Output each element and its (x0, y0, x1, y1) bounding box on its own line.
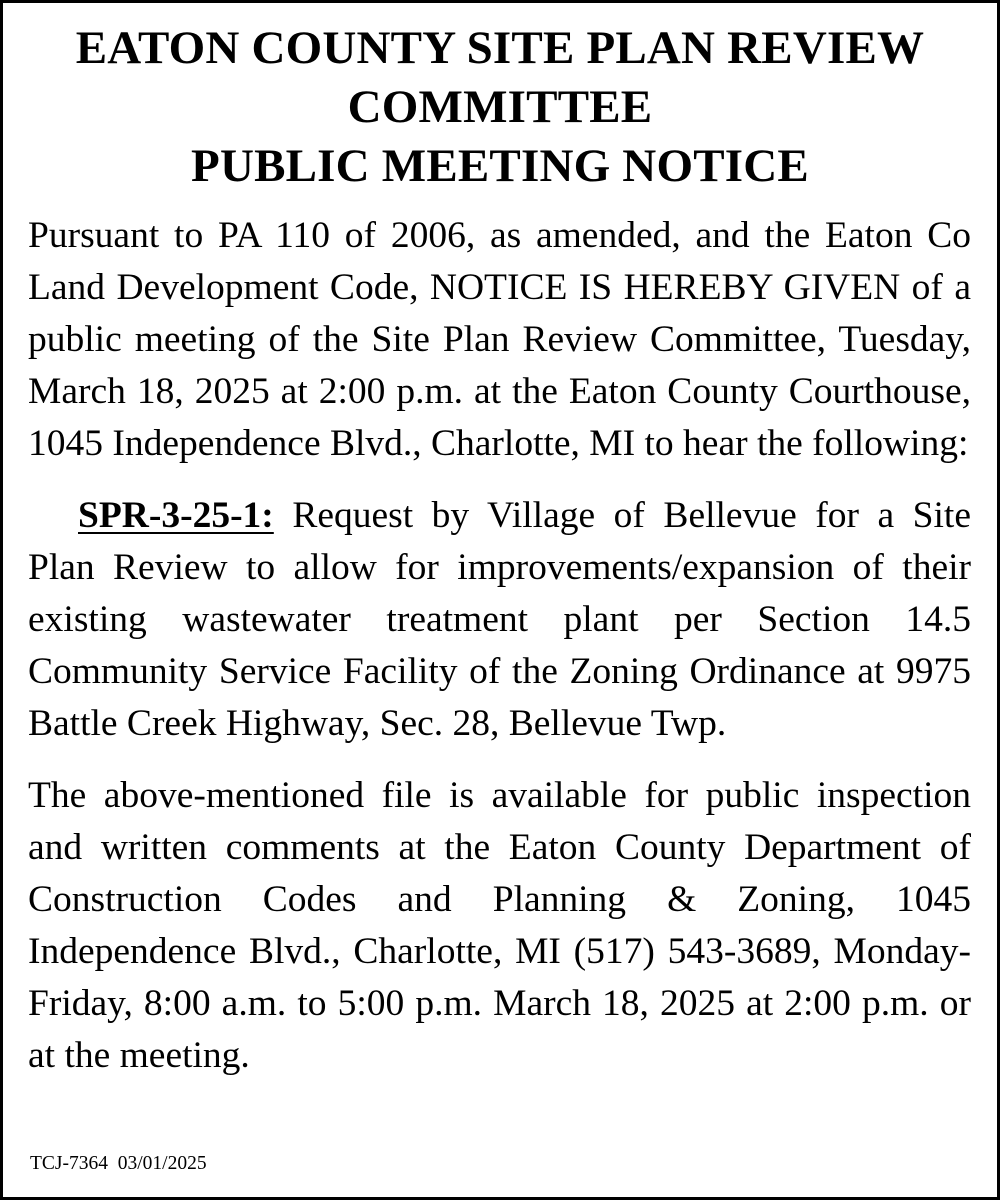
title-line-3: PUBLIC MEETING NOTICE (191, 140, 809, 192)
case-id: SPR-3-25-1: (78, 495, 274, 536)
title-line-1: EATON COUNTY SITE PLAN REVIEW (75, 22, 925, 74)
inspection-paragraph: The above-mentioned file is available for public inspection and written comments at the Eaton County Department of Construction Codes and Planning & Zoning, 1045 Independence Blvd., Charlotte, MI (517) 543-3689, Monday-Friday, 8:00 a.m. to 5:00 p.m. March 18, 2025 at 2:00 p.m. or at the meeting. (28, 775, 971, 1076)
intro-paragraph: Pursuant to PA 110 of 2006, as amended, and the Eaton Co Land Development Code, NOTICE IS HEREBY GIVEN of a public meeting of the Site Plan Review Committee, Tuesday, March 18, 2025 at 2:00 p.m. at the Eaton County Courthouse, 1045 Independence Blvd., Charlotte, MI to hear the following: (28, 215, 971, 464)
title-line-2: COMMITTEE (347, 81, 653, 133)
case-paragraph (28, 490, 971, 750)
footer-date: 03/01/2025 (117, 1153, 207, 1174)
notice-body (28, 210, 971, 1082)
notice-footer (30, 1153, 207, 1175)
notice-title (23, 19, 977, 196)
footer-ref: TCJ-7364 (30, 1153, 108, 1174)
case-description: Request by Village of Bellevue for a Site Plan Review to allow for improvements/expansion of their existing wastewater treatment plant per Section 14.5 Community Service Facility of the Zoning Ordinance at 9975 Battle Creek Highway, Sec. 28, Bellevue Twp. (28, 495, 971, 744)
